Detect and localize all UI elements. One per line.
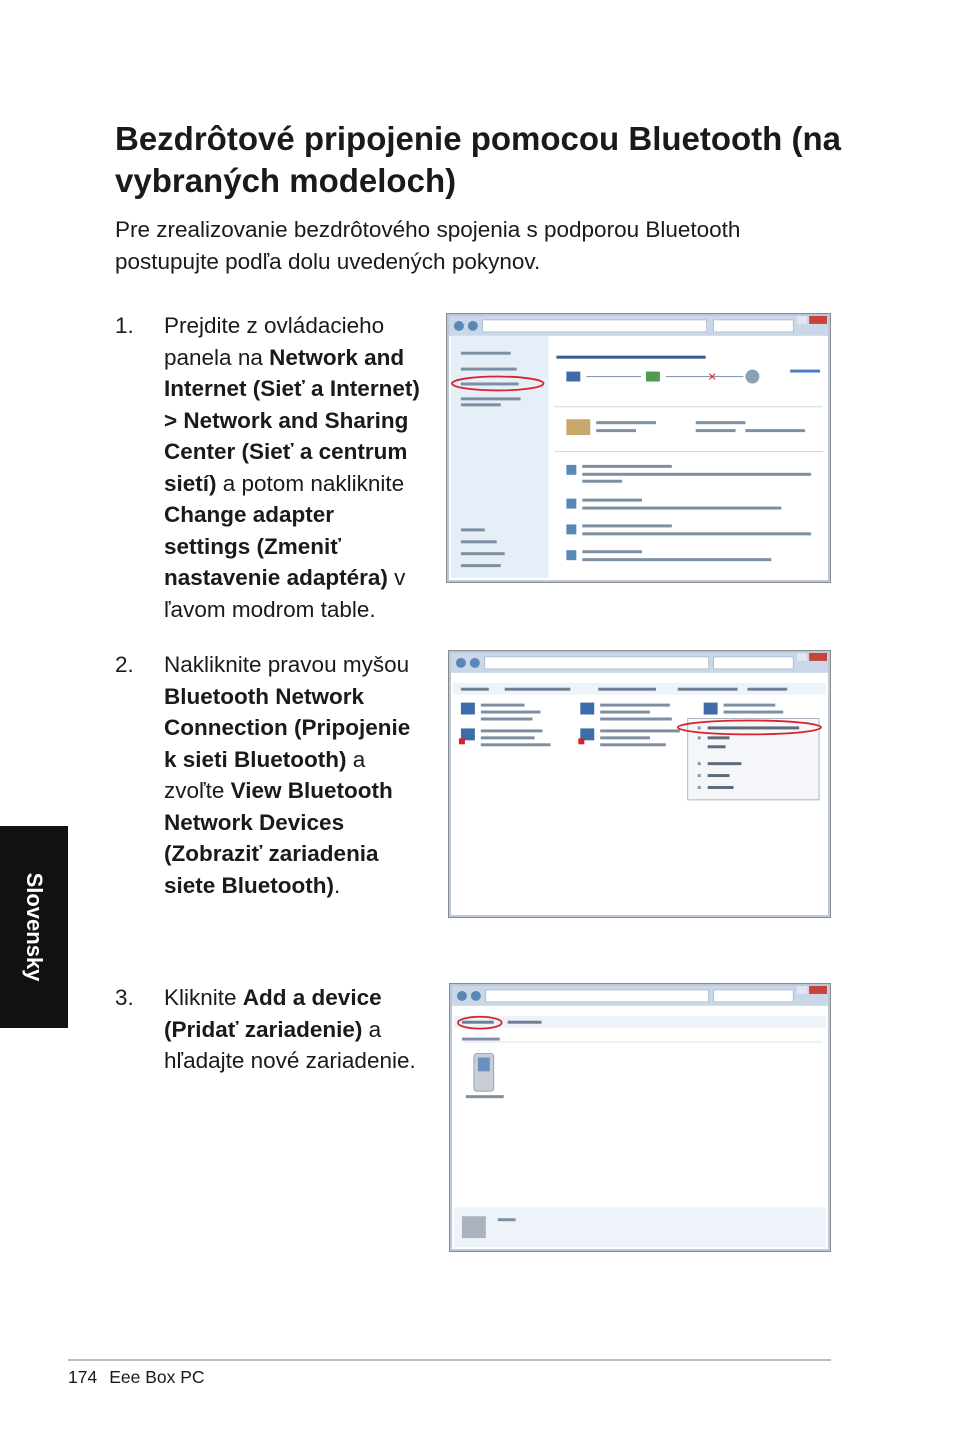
step-1-part: Change adapter settings (Zmeniť nastavenie adaptéra) (164, 502, 388, 590)
step-1-number: 1. (115, 313, 134, 338)
page-number: 174 (68, 1367, 98, 1387)
language-side-tab (0, 826, 68, 1028)
product-name: Eee Box PC (109, 1367, 205, 1387)
step-3-part: Kliknite (164, 985, 243, 1010)
step-2-text (164, 649, 429, 901)
intro-paragraph: Pre zrealizovanie bezdrôtového spojenia s podporou Bluetooth postupujte podľa dolu uvedených pokynov. (115, 217, 741, 274)
step-1-part: v ľavom modrom table. (164, 565, 406, 622)
step-2-part: Bluetooth Network Connection (Pripojenie k sieti Bluetooth) (164, 683, 411, 772)
screenshot-bluetooth-devices (449, 983, 831, 1252)
step-2-number: 2. (115, 652, 134, 677)
step-1-part: Prejdite z ovládacieho panela na (164, 313, 385, 370)
screenshot-1-graphic (447, 314, 830, 582)
screenshot-network-sharing-center (446, 313, 831, 583)
footer-divider (68, 1359, 831, 1361)
step-3-part: Add a device (Pridať zariadenie) (164, 985, 382, 1042)
page-title: Bezdrôtové pripojenie pomocou Bluetooth (na vybraných modeloch) (115, 120, 841, 199)
step-3-part: a hľadajte nové zariadenie. (164, 1016, 416, 1073)
step-2-part: Nakliknite pravou myšou (164, 652, 410, 677)
screenshot-2-graphic (449, 651, 830, 917)
svg-text:✕: ✕ (707, 370, 717, 384)
language-label: Slovensky (22, 872, 47, 982)
screenshot-network-connections (448, 650, 831, 918)
step-1-part: Network and Internet (Sieť a Internet) > Network and Sharing Center (Sieť a centrum sietí) (164, 344, 420, 496)
step-2-part: . (334, 872, 341, 898)
step-1-part: a potom nakliknite (216, 470, 405, 496)
page-footer (68, 1367, 217, 1388)
step-2-part: View Bluetooth Network Devices (Zobraziť zariadenia siete Bluetooth) (164, 778, 393, 898)
step-3-text (164, 982, 426, 1077)
screenshot-3-graphic (450, 984, 830, 1251)
step-2-part: a zvoľte (164, 746, 366, 803)
step-1-text (164, 310, 426, 625)
step-3-number: 3. (115, 985, 134, 1010)
